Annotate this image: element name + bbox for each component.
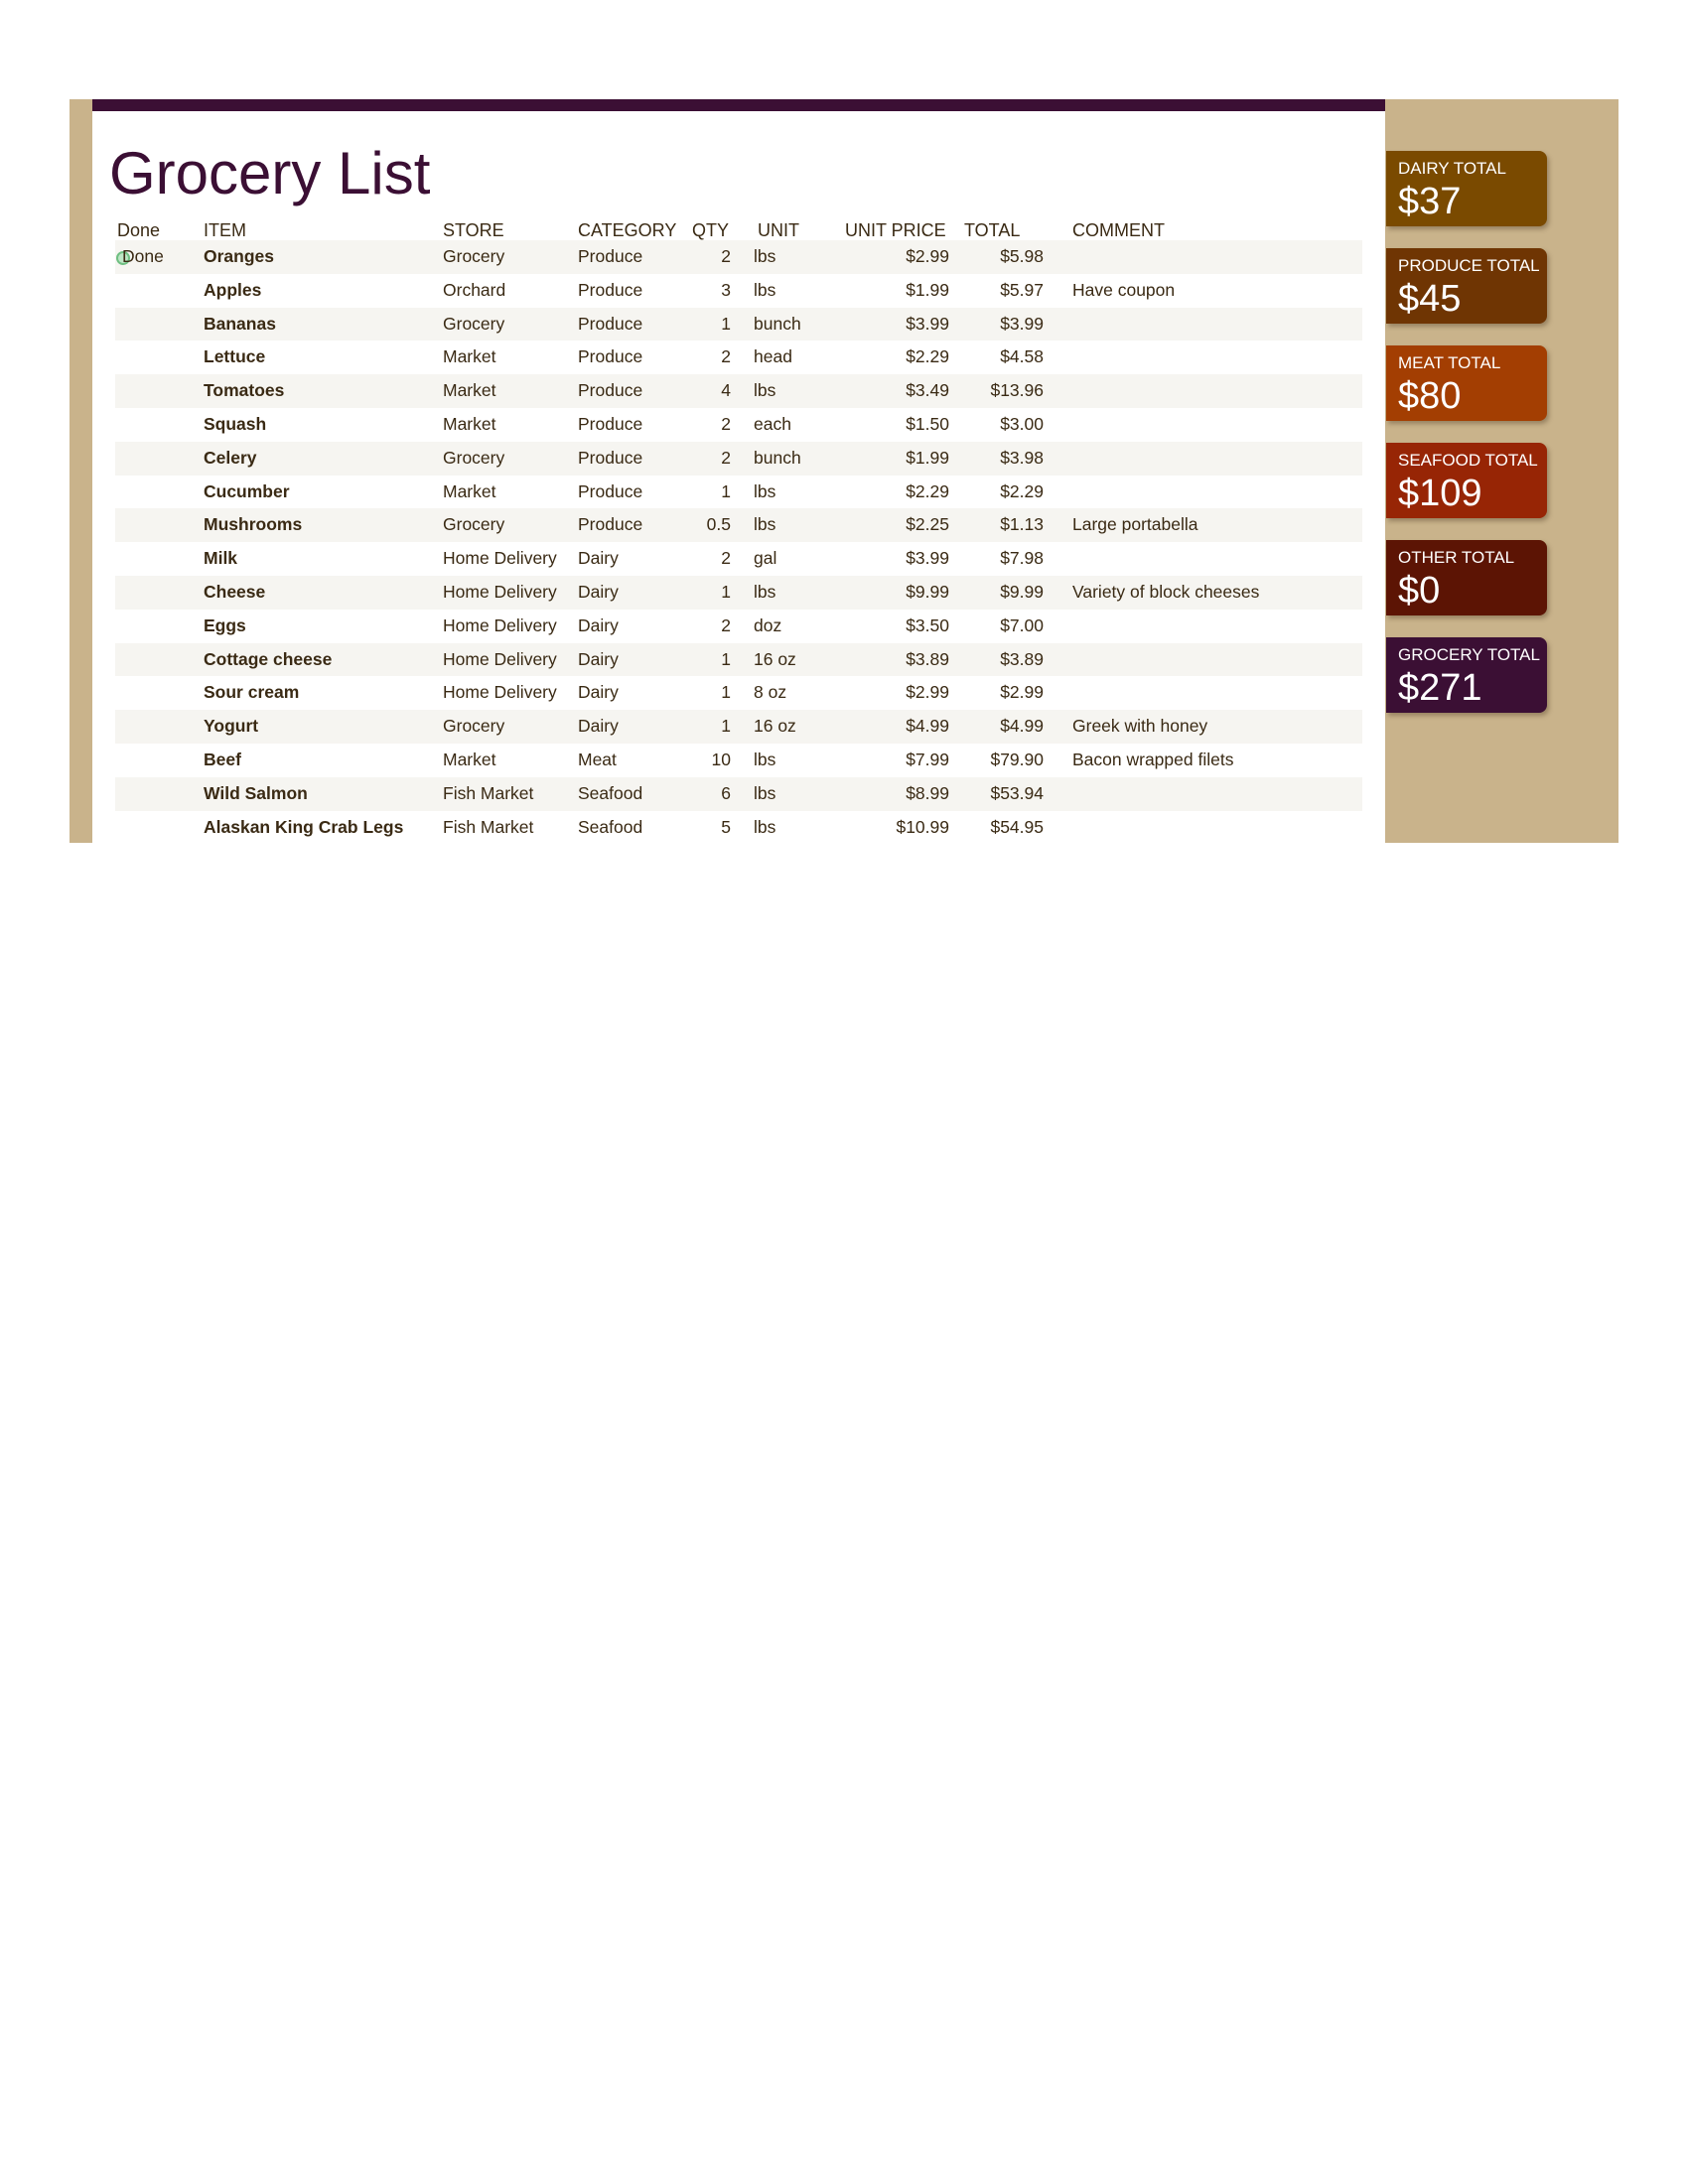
table-row[interactable] [115, 811, 1362, 845]
cell-category[interactable]: Dairy [578, 682, 619, 703]
cell-category[interactable]: Produce [578, 413, 643, 434]
cell-store[interactable]: Orchard [443, 279, 506, 300]
cell-total[interactable]: $54.95 [990, 816, 1044, 837]
cell-unit-price[interactable]: $10.99 [896, 816, 949, 837]
cell-store[interactable]: Market [443, 749, 496, 769]
cell-item[interactable]: Cottage cheese [204, 648, 333, 669]
grocery-sheet [92, 99, 1385, 843]
cell-unit[interactable]: 8 oz [754, 682, 787, 703]
cell-qty[interactable]: 1 [721, 581, 731, 602]
total-card-label: GROCERY TOTAL [1398, 645, 1540, 664]
table-row[interactable] [115, 274, 1362, 308]
cell-unit[interactable]: lbs [754, 816, 776, 837]
total-card-value: $37 [1398, 181, 1462, 222]
cell-total[interactable]: $7.98 [1000, 548, 1044, 569]
left-frame [70, 99, 92, 843]
cell-item[interactable]: Alaskan King Crab Legs [204, 816, 404, 837]
done-label: Done [122, 246, 164, 266]
cell-total[interactable]: $1.13 [1000, 514, 1044, 535]
cell-unit[interactable]: 16 oz [754, 648, 796, 669]
cell-category[interactable]: Produce [578, 313, 643, 334]
cell-category[interactable]: Produce [578, 514, 643, 535]
cell-store[interactable]: Home Delivery [443, 548, 557, 569]
cell-item[interactable]: Mushrooms [204, 514, 303, 535]
cell-unit-price[interactable]: $9.99 [906, 581, 949, 602]
cell-total[interactable]: $79.90 [990, 749, 1044, 769]
table-row[interactable] [115, 610, 1362, 643]
total-card-value: $80 [1398, 375, 1462, 417]
cell-unit-price[interactable]: $2.99 [906, 246, 949, 266]
cell-unit-price[interactable]: $3.99 [906, 548, 949, 569]
cell-qty[interactable]: 2 [721, 413, 731, 434]
cell-store[interactable]: Home Delivery [443, 648, 557, 669]
cell-store[interactable]: Fish Market [443, 782, 534, 803]
cell-unit[interactable]: bunch [754, 313, 801, 334]
table-row[interactable] [115, 374, 1362, 408]
header-comment: COMMENT [1072, 220, 1165, 240]
cell-category[interactable]: Seafood [578, 782, 643, 803]
cell-qty[interactable]: 2 [721, 447, 731, 468]
cell-total[interactable]: $3.98 [1000, 447, 1044, 468]
cell-qty[interactable]: 10 [711, 749, 731, 769]
cell-unit[interactable]: lbs [754, 782, 776, 803]
cell-unit[interactable]: doz [754, 614, 782, 635]
cell-total[interactable]: $4.99 [1000, 716, 1044, 737]
total-card-value: $0 [1398, 570, 1441, 612]
cell-category[interactable]: Produce [578, 246, 643, 266]
cell-qty[interactable]: 2 [721, 346, 731, 367]
cell-total[interactable]: $3.89 [1000, 648, 1044, 669]
cell-item[interactable]: Sour cream [204, 682, 300, 703]
cell-qty[interactable]: 2 [721, 548, 731, 569]
cell-store[interactable]: Market [443, 480, 496, 501]
cell-comment[interactable]: Variety of block cheeses [1072, 581, 1260, 602]
cell-total[interactable]: $4.58 [1000, 346, 1044, 367]
header-category: CATEGORY [578, 220, 677, 240]
cell-unit-price[interactable]: $7.99 [906, 749, 949, 769]
cell-comment[interactable]: Large portabella [1072, 514, 1198, 535]
cell-unit[interactable]: lbs [754, 380, 776, 401]
cell-total[interactable]: $2.29 [1000, 480, 1044, 501]
cell-category[interactable]: Dairy [578, 614, 619, 635]
total-card-value: $109 [1398, 473, 1482, 514]
total-card-produce-total [1386, 248, 1547, 324]
cell-unit-price[interactable]: $4.99 [906, 716, 949, 737]
table-row[interactable] [115, 408, 1362, 442]
header-total: TOTAL [964, 220, 1021, 240]
cell-item[interactable]: Lettuce [204, 346, 266, 367]
cell-store[interactable]: Market [443, 380, 496, 401]
cell-unit-price[interactable]: $2.29 [906, 346, 949, 367]
cell-item[interactable]: Cheese [204, 581, 266, 602]
table-row[interactable] [115, 508, 1362, 542]
table-row[interactable] [115, 710, 1362, 744]
cell-store[interactable]: Home Delivery [443, 614, 557, 635]
cell-store[interactable]: Grocery [443, 313, 505, 334]
cell-store[interactable]: Home Delivery [443, 581, 557, 602]
cell-store[interactable]: Fish Market [443, 816, 534, 837]
cell-unit[interactable]: lbs [754, 514, 776, 535]
cell-qty[interactable]: 1 [721, 480, 731, 501]
cell-unit-price[interactable]: $3.49 [906, 380, 949, 401]
total-card-value: $271 [1398, 667, 1482, 709]
cell-total[interactable]: $2.99 [1000, 682, 1044, 703]
cell-unit-price[interactable]: $1.99 [906, 279, 949, 300]
cell-unit-price[interactable]: $2.25 [906, 514, 949, 535]
cell-unit[interactable]: lbs [754, 581, 776, 602]
cell-qty[interactable]: 2 [721, 246, 731, 266]
cell-category[interactable]: Produce [578, 480, 643, 501]
total-card-dairy-total [1386, 151, 1547, 226]
cell-item[interactable]: Eggs [204, 614, 246, 635]
total-card-other-total [1386, 540, 1547, 615]
cell-unit[interactable]: each [754, 413, 791, 434]
table-row[interactable] [115, 476, 1362, 509]
total-card-label: DAIRY TOTAL [1398, 159, 1506, 178]
cell-unit-price[interactable]: $1.50 [906, 413, 949, 434]
total-card-label: OTHER TOTAL [1398, 548, 1515, 567]
table-row[interactable] [115, 777, 1362, 811]
cell-unit[interactable]: bunch [754, 447, 801, 468]
cell-total[interactable]: $13.96 [990, 380, 1044, 401]
cell-item[interactable]: Yogurt [204, 716, 259, 737]
cell-category[interactable]: Produce [578, 447, 643, 468]
cell-store[interactable]: Grocery [443, 514, 505, 535]
cell-qty[interactable]: 1 [721, 313, 731, 334]
cell-item[interactable]: Tomatoes [204, 380, 285, 401]
cell-store[interactable]: Home Delivery [443, 682, 557, 703]
cell-total[interactable]: $3.99 [1000, 313, 1044, 334]
table-row[interactable] [115, 240, 1362, 274]
cell-comment[interactable]: Greek with honey [1072, 716, 1208, 737]
cell-unit[interactable]: head [754, 346, 792, 367]
cell-total[interactable]: $5.98 [1000, 246, 1044, 266]
cell-item[interactable]: Celery [204, 447, 257, 468]
cell-unit-price[interactable]: $3.50 [906, 614, 949, 635]
cell-unit[interactable]: lbs [754, 749, 776, 769]
cell-unit-price[interactable]: $3.89 [906, 648, 949, 669]
cell-comment[interactable]: Have coupon [1072, 279, 1176, 300]
total-card-label: MEAT TOTAL [1398, 353, 1501, 372]
table-row[interactable] [115, 744, 1362, 777]
cell-unit-price[interactable]: $3.99 [906, 313, 949, 334]
cell-category[interactable]: Produce [578, 279, 643, 300]
cell-item[interactable]: Milk [204, 548, 238, 569]
page-title: Grocery List [109, 140, 431, 206]
cell-qty[interactable]: 6 [721, 782, 731, 803]
cell-qty[interactable]: 5 [721, 816, 731, 837]
cell-total[interactable]: $53.94 [990, 782, 1044, 803]
cell-store[interactable]: Market [443, 413, 496, 434]
cell-item[interactable]: Wild Salmon [204, 782, 308, 803]
cell-qty[interactable]: 1 [721, 716, 731, 737]
cell-store[interactable]: Grocery [443, 246, 505, 266]
cell-category[interactable]: Dairy [578, 581, 619, 602]
cell-comment[interactable]: Bacon wrapped filets [1072, 749, 1234, 769]
header-done: Done [117, 220, 161, 240]
table-row[interactable] [115, 676, 1362, 710]
cell-category[interactable]: Produce [578, 346, 643, 367]
cell-store[interactable]: Grocery [443, 447, 505, 468]
table-row[interactable] [115, 308, 1362, 341]
cell-item[interactable]: Bananas [204, 313, 276, 334]
cell-unit-price[interactable]: $1.99 [906, 447, 949, 468]
cell-category[interactable]: Seafood [578, 816, 643, 837]
cell-unit-price[interactable]: $8.99 [906, 782, 949, 803]
cell-qty[interactable]: 2 [721, 614, 731, 635]
cell-unit-price[interactable]: $2.99 [906, 682, 949, 703]
table-row[interactable] [115, 643, 1362, 677]
header-qty: QTY [692, 220, 730, 240]
cell-category[interactable]: Produce [578, 380, 643, 401]
header-store: STORE [443, 220, 504, 240]
cell-total[interactable]: $5.97 [1000, 279, 1044, 300]
header-unit: UNIT [758, 220, 799, 240]
cell-store[interactable]: Market [443, 346, 496, 367]
cell-qty[interactable]: 1 [721, 682, 731, 703]
cell-item[interactable]: Apples [204, 279, 262, 300]
cell-total[interactable]: $9.99 [1000, 581, 1044, 602]
cell-total[interactable]: $7.00 [1000, 614, 1044, 635]
total-card-label: PRODUCE TOTAL [1398, 256, 1540, 275]
grocery-table-body [115, 240, 1362, 844]
cell-category[interactable]: Meat [578, 749, 617, 769]
cell-unit[interactable]: gal [754, 548, 777, 569]
top-accent-bar [92, 99, 1385, 111]
total-card-meat-total [1386, 345, 1547, 421]
total-card-label: SEAFOOD TOTAL [1398, 451, 1538, 470]
table-row[interactable] [115, 442, 1362, 476]
cell-qty[interactable]: 3 [721, 279, 731, 300]
cell-category[interactable]: Dairy [578, 716, 619, 737]
cell-total[interactable]: $3.00 [1000, 413, 1044, 434]
cell-qty[interactable]: 0.5 [706, 514, 731, 535]
total-card-value: $45 [1398, 278, 1462, 320]
cell-qty[interactable]: 4 [721, 380, 731, 401]
cell-store[interactable]: Grocery [443, 716, 505, 737]
cell-unit[interactable]: lbs [754, 246, 776, 266]
table-row[interactable] [115, 542, 1362, 576]
total-card-grocery-total [1386, 637, 1547, 713]
cell-qty[interactable]: 1 [721, 648, 731, 669]
cell-item[interactable]: Squash [204, 413, 267, 434]
cell-item[interactable]: Beef [204, 749, 241, 769]
cell-unit[interactable]: 16 oz [754, 716, 796, 737]
header-unit-price: UNIT PRICE [845, 220, 946, 240]
total-card-seafood-total [1386, 443, 1547, 518]
table-row[interactable] [115, 576, 1362, 610]
cell-unit[interactable]: lbs [754, 480, 776, 501]
cell-unit-price[interactable]: $2.29 [906, 480, 949, 501]
cell-item[interactable]: Oranges [204, 246, 274, 266]
header-item: ITEM [204, 220, 246, 240]
cell-category[interactable]: Dairy [578, 648, 619, 669]
table-row[interactable] [115, 341, 1362, 374]
cell-item[interactable]: Cucumber [204, 480, 290, 501]
cell-category[interactable]: Dairy [578, 548, 619, 569]
cell-unit[interactable]: lbs [754, 279, 776, 300]
